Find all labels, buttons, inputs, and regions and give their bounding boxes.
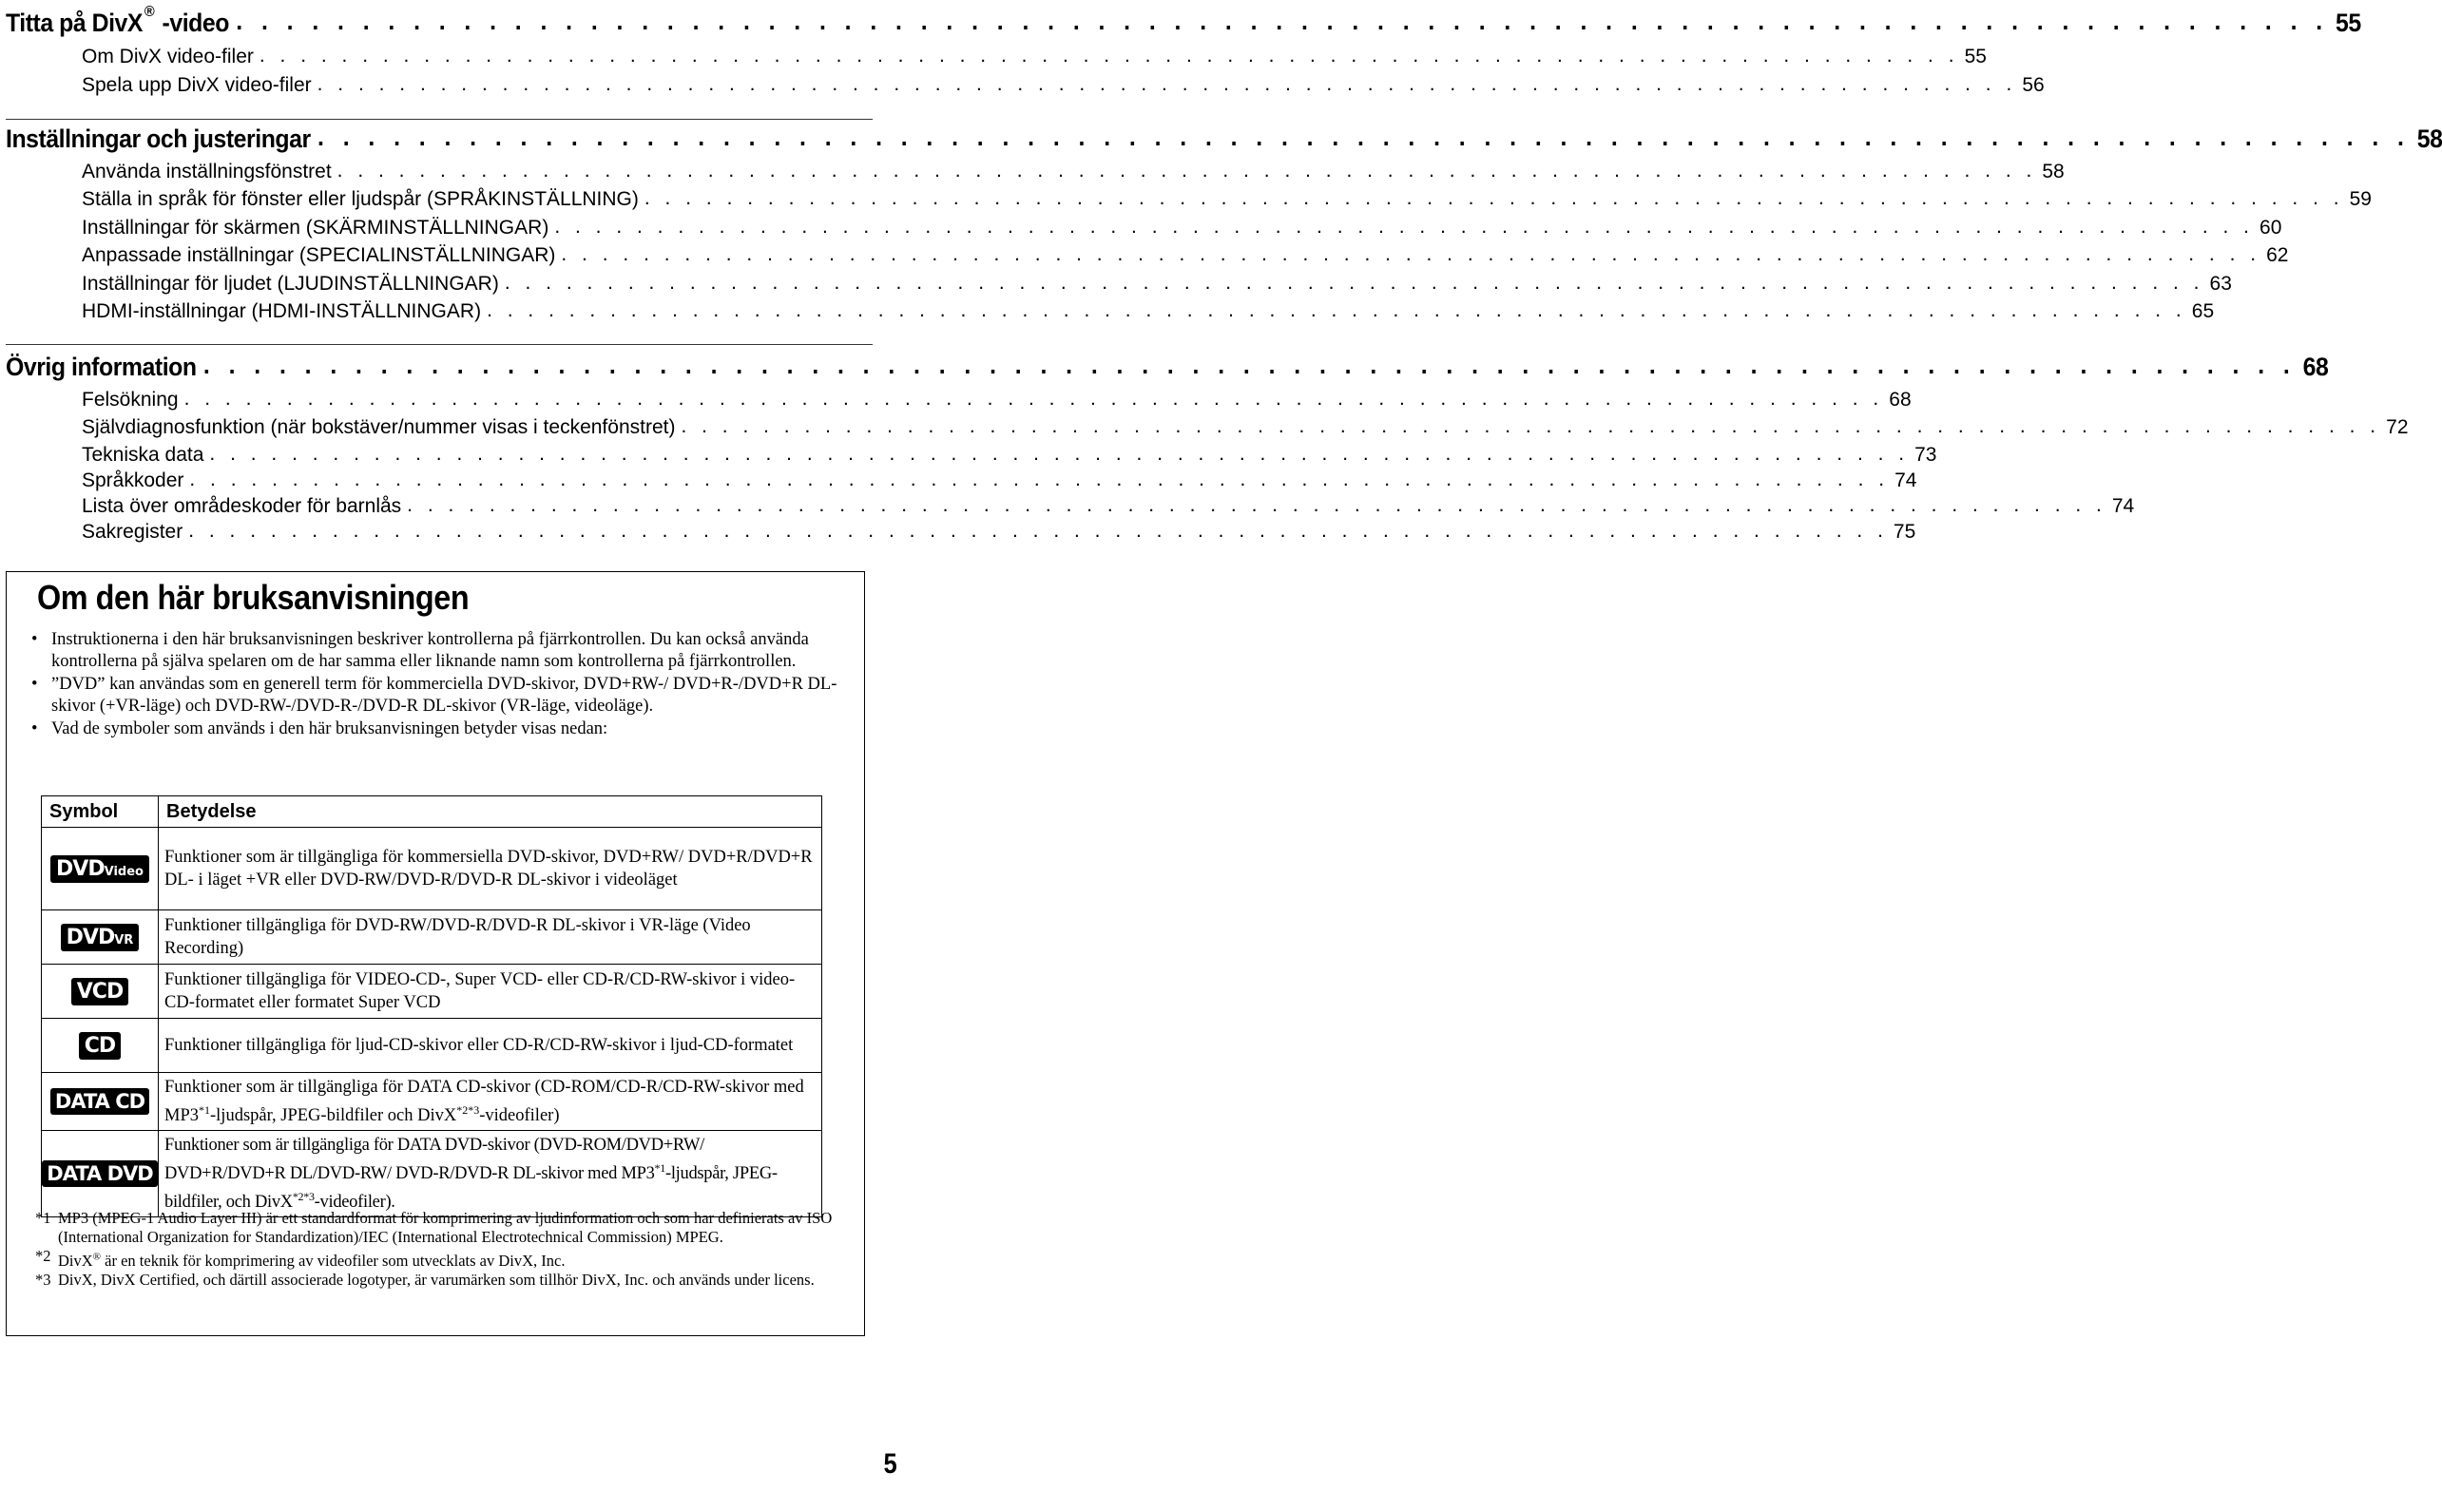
toc-item-label: Spela upp DivX video-filer xyxy=(82,74,312,96)
dot-leader: . . . . . . . . . . . . . . . . . . . . . . . . . . . . . . . . . . . . . . . . . . . . . . . . . . . . . . . . . . . . . . . . . . . . . . . . . . . . . . . . . . . xyxy=(561,243,2261,265)
toc-item[interactable] xyxy=(82,272,2232,297)
data-cd-logo-icon: DATA CD xyxy=(50,1088,149,1115)
footnote xyxy=(35,1247,853,1271)
toc-section-title: Övrig information xyxy=(6,353,197,381)
meaning-cell: Funktioner tillgängliga för VIDEO-CD-, Super VCD- eller CD-R/CD-RW-skivor i video-CD-formatet eller formatet Super VCD xyxy=(159,965,822,1019)
toc-item-page: 59 xyxy=(2349,188,2372,210)
toc-section-title: Titta på DivX ® -video xyxy=(6,4,229,37)
toc-item-label: Lista över områdeskoder för barnlås xyxy=(82,495,402,517)
toc-item-page: 55 xyxy=(1964,46,1987,67)
meaning-cell: Funktioner som är tillgängliga för kommersiella DVD-skivor, DVD+RW/ DVD+R/DVD+R DL- i läget +VR eller DVD-RW/DVD-R/DVD-R DL-skivor i videoläget xyxy=(159,828,822,910)
toc-section-heading[interactable] xyxy=(6,2,2361,38)
toc-item-label: Inställningar för skärmen (SKÄRMINSTÄLLNINGAR) xyxy=(82,217,549,239)
meaning-cell: Funktioner som är tillgängliga för DATA DVD-skivor (DVD-ROM/DVD+RW/ DVD+R/DVD+R DL/DVD-RW/ DVD-R/DVD-R DL-skivor med MP3$^{*1}$-ljudspår, JPEG-bildfiler, och DivX$^{*2*3}$-videofiler). xyxy=(159,1131,822,1217)
toc-item[interactable] xyxy=(82,520,1916,545)
table-row xyxy=(42,828,822,910)
data-dvd-logo-icon: DATA DVD xyxy=(42,1160,157,1187)
toc-item[interactable] xyxy=(82,243,2289,268)
dot-leader: . . . . . . . . . . . . . . . . . . . . . . . . . . . . . . . . . . . . . . . . . . . . . . . . . . . . . . . . . . . . . . . . . . . . . . . . . . . . . . . . . . . xyxy=(644,187,2344,209)
dot-leader: . . . . . . . . . . . . . . . . . . . . . . . . . . . . . . . . . . . . . . . . . . . . . . . . . . . . . . . . . . . . . . . . . . . . . . . . . . . . . . . . . . . xyxy=(407,494,2106,516)
toc-item-page: 65 xyxy=(2191,300,2215,322)
table-row xyxy=(42,965,822,1019)
toc-item-label: Ställa in språk för fönster eller ljudspår (SPRÅKINSTÄLLNING) xyxy=(82,188,639,210)
toc-item-page: 74 xyxy=(1894,469,1917,491)
toc-page-number: 58 xyxy=(2416,124,2442,153)
dot-leader: . . . . . . . . . . . . . . . . . . . . . . . . . . . . . . . . . . . . . . . . . . . . . . . . . . . . . . . . . . . . . . . . . . . . . . . . . . . . . . . . . . . xyxy=(317,123,2411,151)
toc-item[interactable] xyxy=(82,216,2282,240)
page-number: 5 xyxy=(883,1448,897,1480)
dot-leader: . . . . . . . . . . . . . . . . . . . . . . . . . . . . . . . . . . . . . . . . . . . . . . . . . . . . . . . . . . . . . . . . . . . . . . . . . . . . . . . . . . . xyxy=(554,216,2255,238)
toc-item-label: Språkkoder xyxy=(82,469,184,491)
toc-item-label: Anpassade inställningar (SPECIALINSTÄLLNINGAR) xyxy=(82,244,556,266)
footnote-mark: *2 xyxy=(35,1247,51,1265)
column-header-meaning: Betydelse xyxy=(159,796,822,828)
dot-leader: . . . . . . . . . . . . . . . . . . . . . . . . . . . . . . . . . . . . . . . . . . . . . . . . . . . . . . . . . . . . . . . . . . . . . . . . . . . . . . . . . . . xyxy=(183,388,1884,410)
bullet-item: • ”DVD” kan användas som en generell term för kommerciella DVD-skivor, DVD+RW-/ DVD+R-/DVD+R DL-skivor (+VR-läge) och DVD-RW-/DVD-R-/DVD-R DL-skivor (VR-läge, videoläge). xyxy=(31,675,837,716)
toc-section-heading[interactable] xyxy=(6,118,2442,154)
toc-item-page: 68 xyxy=(1889,389,1912,411)
toc-item[interactable] xyxy=(82,494,2135,519)
dot-leader: . . . . . . . . . . . . . . . . . . . . . . . . . . . . . . . . . . . . . . . . . . . . . . . . . . . . . . . . . . . . . . . . . . . . . . . . . . . . . . . . . . . xyxy=(317,73,2017,95)
meaning-cell: Funktioner som är tillgängliga för DATA CD-skivor (CD-ROM/CD-R/CD-RW-skivor med MP3$^{*1}$-ljudspår, JPEG-bildfiler och DivX$^{*2*3}$-videofiler) xyxy=(159,1073,822,1131)
toc-item[interactable] xyxy=(82,45,1987,69)
about-title: Om den här bruksanvisningen xyxy=(37,578,470,617)
footnote-text: MP3 (MPEG-1 Audio Layer III) är ett standardformat för komprimering av ljudinformation och som har definierats av ISO (International Organization for Standardization)/IEC (International Electrotechnical Commission) MPEG. xyxy=(58,1209,833,1246)
toc-item-label: HDMI-inställningar (HDMI-INSTÄLLNINGAR) xyxy=(82,300,482,322)
footnote-text: DivX, DivX Certified, och därtill associerade logotyper, är varumärken som tillhör DivX, Inc. och används under licens. xyxy=(58,1270,815,1289)
table-row xyxy=(42,1073,822,1131)
bullet-icon: • xyxy=(31,675,38,694)
toc-section-heading[interactable] xyxy=(6,346,2329,382)
toc-item[interactable] xyxy=(82,415,2409,440)
toc-item-label: Tekniska data xyxy=(82,444,204,466)
toc-item-label: Felsökning xyxy=(82,389,179,411)
dot-leader: . . . . . . . . . . . . . . . . . . . . . . . . . . . . . . . . . . . . . . . . . . . . . . . . . . . . . . . . . . . . . . . . . . . . . . . . . . . . . . . . . . . xyxy=(202,351,2297,379)
toc-item[interactable] xyxy=(82,299,2215,324)
table-row xyxy=(42,910,822,965)
toc-item[interactable] xyxy=(82,73,2045,98)
section-divider xyxy=(6,344,873,345)
meaning-cell: Funktioner tillgängliga för DVD-RW/DVD-R/DVD-R DL-skivor i VR-läge (Video Recording) xyxy=(159,910,822,965)
dvd-vr-logo-icon: DVDVR xyxy=(61,924,140,951)
toc-item[interactable] xyxy=(82,469,1917,493)
toc-item[interactable] xyxy=(82,187,2372,212)
footnote-text: DivX® är en teknik för komprimering av videofiler som utvecklats av DivX, Inc. xyxy=(58,1251,566,1270)
dvd-video-logo-icon: DVDVideo xyxy=(50,855,149,883)
cd-logo-icon: CD xyxy=(79,1032,121,1060)
symbol-cell xyxy=(42,1131,159,1217)
footnote-mark: *3 xyxy=(35,1270,51,1289)
dot-leader: . . . . . . . . . . . . . . . . . . . . . . . . . . . . . . . . . . . . . . . . . . . . . . . . . . . . . . . . . . . . . . . . . . . . . . . . . . . . . . . . . . . xyxy=(189,469,1890,490)
dot-leader: . . . . . . . . . . . . . . . . . . . . . . . . . . . . . . . . . . . . . . . . . . . . . . . . . . . . . . . . . . . . . . . . . . . . . . . . . . . . . . . . . . . xyxy=(487,299,2186,321)
bullet-icon: • xyxy=(31,719,38,738)
footnotes xyxy=(35,1209,853,1290)
symbol-cell xyxy=(42,1019,159,1073)
bullet-item: • Instruktionerna i den här bruksanvisningen beskriver kontrollerna på fjärrkontrollen. Du kan också använda kontrollerna på själva spelaren om de har samma eller liknande namn som kontrollerna på fjärrkontrollen. xyxy=(31,630,809,671)
dot-leader: . . . . . . . . . . . . . . . . . . . . . . . . . . . . . . . . . . . . . . . . . . . . . . . . . . . . . . . . . . . . . . . . . . . . . . . . . . . . . . . . . . . xyxy=(336,160,2037,182)
toc-item[interactable] xyxy=(82,388,1912,412)
toc-page-number: 55 xyxy=(2335,9,2361,37)
bullet-item: • Vad de symboler som används i den här bruksanvisningen betyder visas nedan: xyxy=(31,719,608,738)
toc-item-page: 74 xyxy=(2111,495,2135,517)
toc-item-page: 62 xyxy=(2266,244,2289,266)
vcd-logo-icon: VCD xyxy=(71,978,128,1005)
about-bullet-list xyxy=(24,629,841,741)
toc-item-page: 60 xyxy=(2259,217,2282,239)
symbol-cell xyxy=(42,828,159,910)
dot-leader: . . . . . . . . . . . . . . . . . . . . . . . . . . . . . . . . . . . . . . . . . . . . . . . . . . . . . . . . . . . . . . . . . . . . . . . . . . . . . . . . . . . xyxy=(209,443,1910,465)
footnote-mark: *1 xyxy=(35,1209,51,1227)
dot-leader: . . . . . . . . . . . . . . . . . . . . . . . . . . . . . . . . . . . . . . . . . . . . . . . . . . . . . . . . . . . . . . . . . . . . . . . . . . . . . . . . . . . xyxy=(504,272,2204,294)
column-header-symbol: Symbol xyxy=(42,796,159,828)
symbol-cell xyxy=(42,965,159,1019)
toc-item-page: 56 xyxy=(2022,74,2045,96)
toc-item-label: Inställningar för ljudet (LJUDINSTÄLLNINGAR) xyxy=(82,273,499,295)
symbol-table xyxy=(41,795,822,1217)
footnote xyxy=(35,1271,853,1290)
toc-item-label: Om DivX video-filer xyxy=(82,46,254,67)
toc-item-page: 58 xyxy=(2042,161,2065,182)
toc-item-page: 63 xyxy=(2209,273,2232,295)
toc-item-page: 72 xyxy=(2386,416,2409,438)
toc-section-title: Inställningar och justeringar xyxy=(6,124,311,153)
symbol-cell xyxy=(42,910,159,965)
meaning-cell: Funktioner tillgängliga för ljud-CD-skivor eller CD-R/CD-RW-skivor i ljud-CD-formatet xyxy=(159,1019,822,1073)
dot-leader: . . . . . . . . . . . . . . . . . . . . . . . . . . . . . . . . . . . . . . . . . . . . . . . . . . . . . . . . . . . . . . . . . . . . . . . . . . . . . . . . . . . xyxy=(188,520,1888,542)
bullet-icon: • xyxy=(31,630,38,649)
symbol-cell xyxy=(42,1073,159,1131)
about-manual-box xyxy=(6,571,865,1336)
toc-item-page: 73 xyxy=(1914,444,1937,466)
toc-item-label: Självdiagnosfunktion (när bokstäver/nummer visas i teckenfönstret) xyxy=(82,416,676,438)
table-header-row xyxy=(42,796,822,828)
dot-leader: . . . . . . . . . . . . . . . . . . . . . . . . . . . . . . . . . . . . . . . . . . . . . . . . . . . . . . . . . . . . . . . . . . . . . . . . . . . . . . . . . . . xyxy=(236,7,2329,35)
toc-item-label: Använda inställningsfönstret xyxy=(82,161,332,182)
toc-item[interactable] xyxy=(82,160,2065,184)
dot-leader: . . . . . . . . . . . . . . . . . . . . . . . . . . . . . . . . . . . . . . . . . . . . . . . . . . . . . . . . . . . . . . . . . . . . . . . . . . . . . . . . . . . xyxy=(259,45,1959,67)
footnote xyxy=(35,1209,853,1247)
table-row xyxy=(42,1131,822,1217)
table-row xyxy=(42,1019,822,1073)
toc-page-number: 68 xyxy=(2302,353,2329,381)
dot-leader: . . . . . . . . . . . . . . . . . . . . . . . . . . . . . . . . . . . . . . . . . . . . . . . . . . . . . . . . . . . . . . . . . . . . . . . . . . . . . . . . . . . xyxy=(681,415,2381,437)
toc-item-page: 75 xyxy=(1893,521,1916,543)
toc-item-label: Sakregister xyxy=(82,521,183,543)
toc-item[interactable] xyxy=(82,443,1937,468)
